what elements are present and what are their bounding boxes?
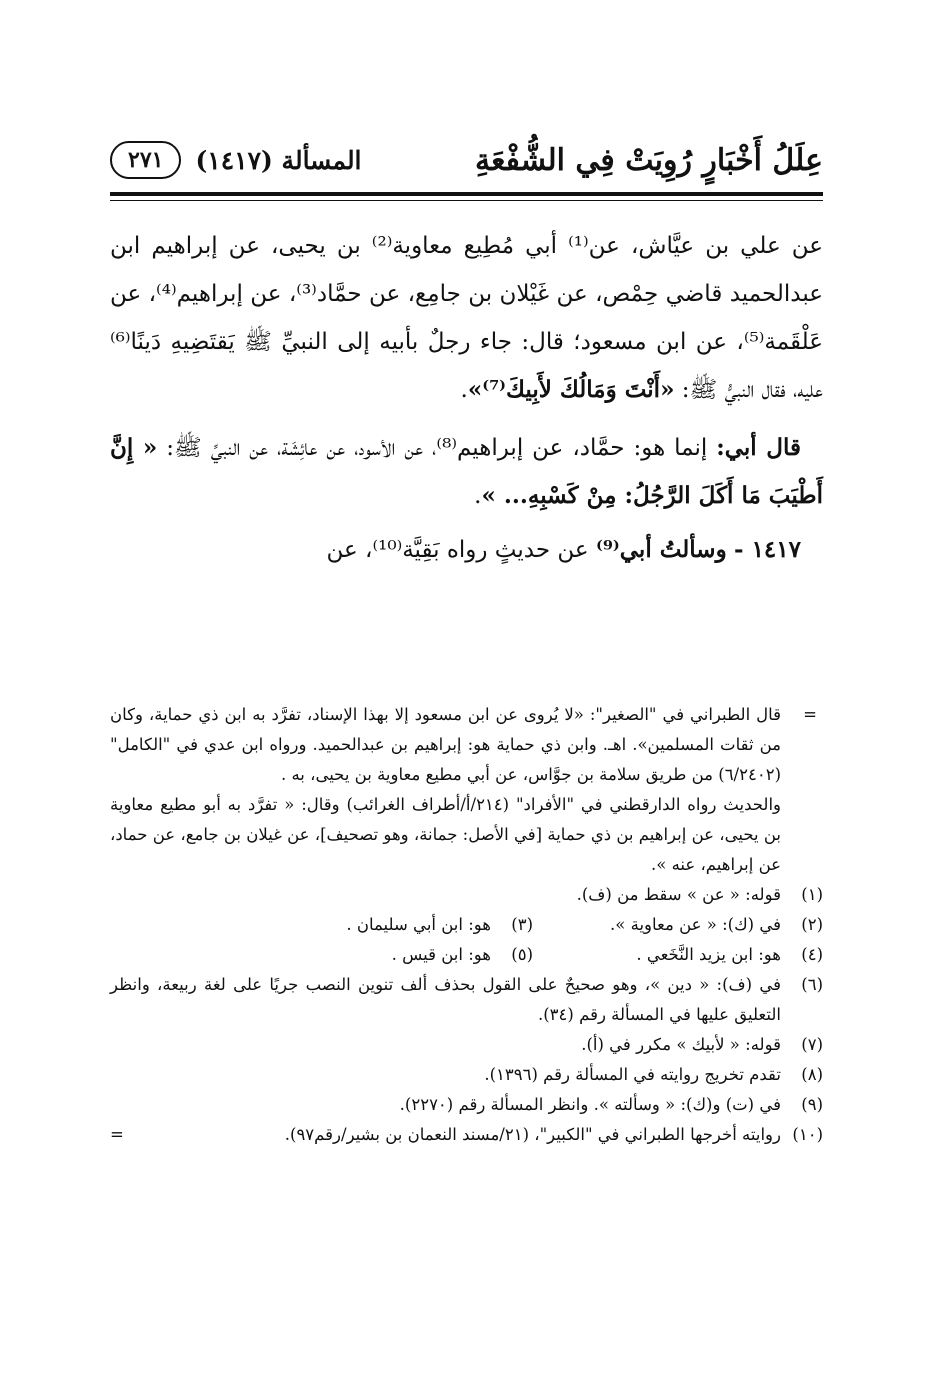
footnote-3 — [346, 910, 533, 940]
footnote-7 — [110, 1030, 823, 1060]
main-text — [110, 222, 823, 574]
footnote-number: (١٠) — [792, 1125, 823, 1144]
footnote-1 — [110, 880, 823, 910]
footnote-9 — [110, 1090, 823, 1120]
footnote-continuation-p2: والحديث رواه الدارقطني في "الأفراد" (٢١٤/أ/أطراف الغرائب) وقال: « تفرَّد به أبو مطيع معاوية بن يحيى، عن إبراهيم بن ذي حماية [في الأصل: جمانة، وهو تصحيف]، عن غيلان بن جامع، عن حماد، عن إبراهيم، عنه ». — [110, 795, 781, 874]
footnote-text: هو: ابن أبي سليمان . — [346, 915, 491, 934]
footnote-text: في (ك): « عن معاوية ». — [610, 915, 781, 934]
footnote-text: هو: ابن قيس . — [391, 945, 491, 964]
footnote-10-line — [110, 1120, 823, 1150]
issue-number: ١٤١٧ - — [734, 536, 801, 563]
footnote-5 — [392, 940, 533, 970]
footnote-10 — [285, 1120, 823, 1150]
hadith-quote-1: «أَنْتَ وَمَالُكَ لأَبِيكَ⁽⁷⁾» — [467, 376, 675, 403]
isnad-text: عن علي بن عيَّاش، عن⁽¹⁾ أبي مُطِيع معاوية⁽²⁾ بن يحيى، عن إبراهيم ابن عبدالحميد قاضي حِمْص، عن غَيْلان بن جامِع، عن حمَّاد⁽³⁾، عن إبراهيم⁽⁴⁾، عن عَلْقَمة⁽⁵⁾، عن ابن مسعود؛ قال: جاء رجلٌ بأبيه إلى النبيِّ ﷺ يَقتَضِيهِ دَينًا⁽⁶⁾ عليه، فقال النبيُّ ﷺ: — [110, 233, 823, 403]
page-number: ٢٧١ — [110, 141, 181, 179]
issue-question-lead: وسألتُ أبي⁽⁹⁾ — [595, 536, 727, 563]
paragraph-issue-1417 — [110, 526, 823, 574]
hadith-quote-2: « إِنَّ أَطْيَبَ مَا أَكَلَ الرَّجُلُ: مِنْ كَسْبِهِ... » — [110, 434, 823, 509]
abi-answer-text: إنما هو: حمَّاد، عن إبراهيم⁽⁸⁾، عن الأسود، عن عائِشَة، عن النبيِّ ﷺ: — [166, 435, 708, 461]
issue-question-text: عن حديثٍ رواه بَقِيَّة⁽¹⁰⁾، عن — [326, 537, 589, 563]
footnote-number: (٥) — [511, 945, 533, 964]
footnote-continuation-p1: قال الطبراني في "الصغير": «لا يُروى عن ابن مسعود إلا بهذا الإسناد، تفرَّد به ابن ذي حماية، وكان من ثقات المسلمين». اهـ. وابن ذي حماية هو: إبراهيم بن عبدالحميد. ورواه ابن عدي في "الكامل" (٦/٢٤٠٢) من طريق سلامة بن جوَّاس، عن أبي مطيع معاوية بن يحيى، به . — [110, 705, 781, 784]
abi-answer-lead: قال أبي: — [716, 434, 802, 461]
footnote-8 — [110, 1060, 823, 1090]
footnote-number: (٣) — [511, 915, 533, 934]
footnote-number: (٤) — [801, 945, 823, 964]
footnote-4 — [533, 940, 823, 970]
isnad-end: . — [460, 377, 468, 403]
footnote-number: (٦) — [801, 975, 823, 994]
footnote-continuation — [110, 700, 823, 880]
footnote-6 — [110, 970, 823, 1030]
footnote-pair-4-5 — [110, 940, 823, 970]
footnote-text: تقدم تخريج روايته في المسألة رقم (١٣٩٦). — [484, 1065, 781, 1084]
footnote-number: (٩) — [801, 1095, 823, 1114]
book-title: عِلَلُ أَخْبَارٍ رُوِيَتْ فِي الشُّفْعَةِ — [475, 142, 823, 178]
footnote-text: هو: ابن يزيد النَّخَعي . — [636, 945, 781, 964]
page-header — [110, 138, 823, 182]
header-issue-group — [110, 141, 362, 179]
footnote-text: قوله: « لأبيك » مكرر في (أ). — [581, 1035, 781, 1054]
paragraph-abi-answer — [110, 424, 823, 520]
footnote-text: روايته أخرجها الطبراني في "الكبير"، (٢١/مسند النعمان بن بشير/رقم٩٧). — [284, 1125, 781, 1144]
footnote-text: في (ت) و(ك): « وسألته ». وانظر المسألة رقم (٢٢٧٠). — [399, 1095, 781, 1114]
continues-marker: = — [110, 1125, 124, 1144]
footnote-number: (٢) — [801, 915, 823, 934]
continuation-marker: = — [803, 705, 817, 724]
footnote-text: في (ف): « دين »، وهو صحيحٌ على القول بحذف ألف تنوين النصب جريًا على لغة ربيعة، وانظر التعليق عليها في المسألة رقم (٣٤). — [110, 975, 781, 1024]
header-rule-thick — [110, 192, 823, 196]
abi-answer-end: . — [474, 483, 482, 509]
paragraph-isnad — [110, 222, 823, 414]
footnote-text: قوله: « عن » سقط من (ف). — [576, 885, 781, 904]
issue-label: المسألة (١٤١٧) — [195, 145, 362, 175]
footnote-number: (٨) — [801, 1065, 823, 1084]
footnote-2 — [533, 910, 823, 940]
footnotes — [110, 700, 823, 1150]
footnote-pair-2-3 — [110, 910, 823, 940]
header-rule-thin — [110, 200, 823, 201]
footnote-number: (٧) — [801, 1035, 823, 1054]
footnote-number: (١) — [801, 885, 823, 904]
